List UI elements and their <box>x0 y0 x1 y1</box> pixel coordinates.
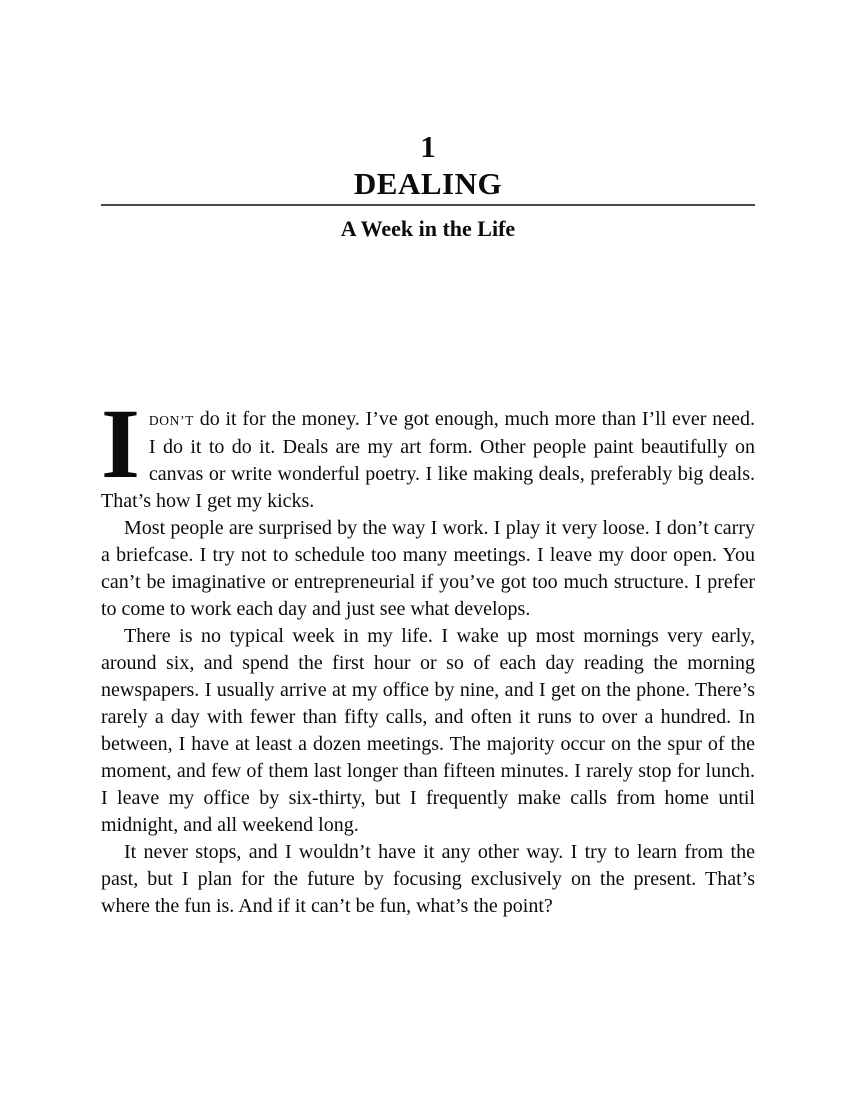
chapter-body <box>101 388 755 920</box>
paragraph-4: It never stops, and I wouldn’t have it any other way. I try to learn from the past, but I plan for the future by focusing exclusively on the present. That’s where the fun is. And if it can’t be fun, what’s the point? <box>101 841 755 917</box>
chapter-title: DEALING <box>353 166 503 201</box>
book-page <box>101 0 755 920</box>
paragraph-2: Most people are surprised by the way I work. I play it very loose. I don’t carry a briefcase. I try not to schedule too many meetings. I leave my door open. You can’t be imaginative or entrepreneurial if you’ve got too much structure. I prefer to come to work each day and just see what develops. <box>101 517 755 620</box>
dropcap-letter: I <box>101 388 140 499</box>
chapter-subtitle: A Week in the Life <box>340 216 516 241</box>
paragraph-1-text: do it for the money. I’ve got enough, much more than I’ll ever need. I do it to do it. Deals are my art form. Other people paint beautifully on canvas or write wonderful poetry. I like making deals, preferably big deals. That’s how I get my kicks. <box>101 408 755 512</box>
chapter-number: 1 <box>420 129 436 164</box>
header-rule <box>101 204 755 206</box>
paragraph-3: There is no typical week in my life. I wake up most mornings very early, around six, and spend the first hour or so of each day reading the morning newspapers. I usually arrive at my office by nine, and I get on the phone. There’s rarely a day with fewer than fifty calls, and often it runs to over a hundred. In between, I have at least a dozen meetings. The majority occur on the spur of the moment, and few of them last longer than fifteen minutes. I rarely stop for lunch. I leave my office by six-thirty, but I frequently make calls from home until midnight, and all weekend long. <box>101 625 755 836</box>
chapter-header <box>101 0 755 243</box>
leading-smallcaps: DON’T <box>148 413 194 428</box>
paragraph-1 <box>101 388 755 515</box>
